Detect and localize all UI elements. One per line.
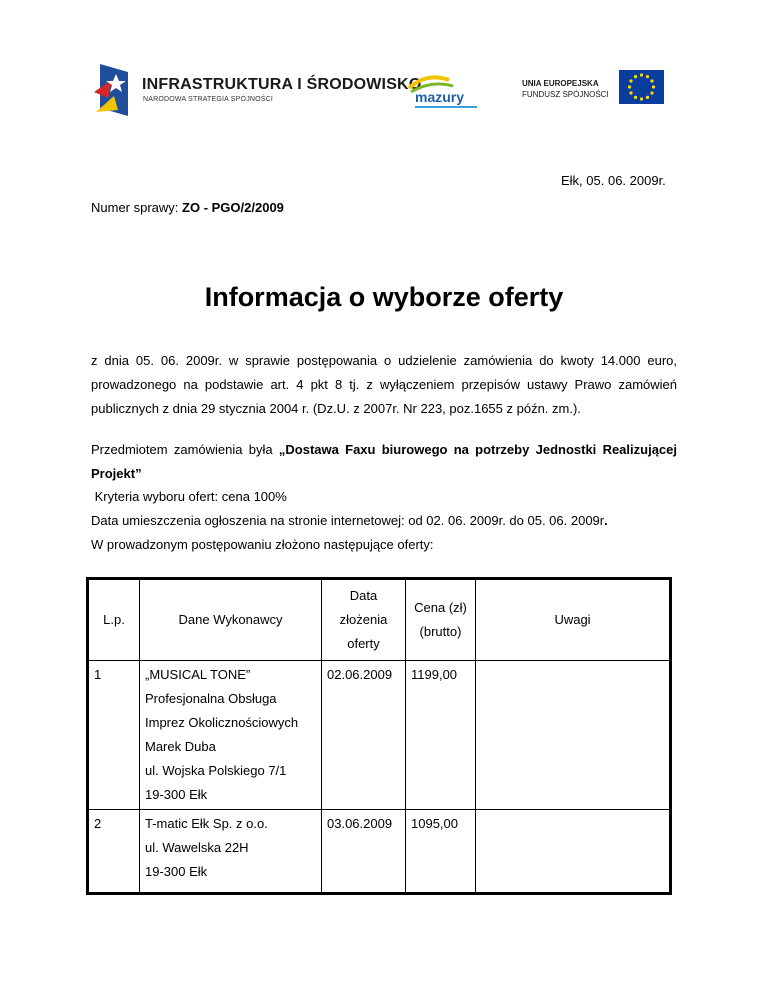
header-notes: Uwagi: [476, 579, 671, 661]
row-contractor: [140, 810, 322, 894]
header-date: [322, 579, 406, 661]
logo-bar: [0, 60, 768, 120]
row-notes: [476, 810, 671, 894]
contractor-line: 19-300 Ełk: [145, 864, 208, 879]
contractor-line: Profesjonalna Obsługa: [145, 691, 277, 706]
subject-paragraph: [91, 438, 677, 486]
header-price-line-1: Cena (zł): [414, 600, 467, 615]
contractor-line: Imprez Okolicznościowych: [145, 715, 299, 730]
offers-table: [86, 577, 672, 895]
subject-prefix: Przedmiotem zamówienia była: [91, 442, 279, 457]
row-price: 1199,00: [406, 661, 476, 810]
publication-dot: .: [604, 513, 608, 528]
row-lp: 1: [88, 661, 140, 810]
infrastruktura-emblem-icon: [92, 62, 136, 118]
contractor-line: T-matic Ełk Sp. z o.o.: [145, 816, 268, 831]
infrastruktura-subtitle: NARODOWA STRATEGIA SPÓJNOŚCI: [143, 96, 274, 103]
criteria-line: Kryteria wyboru ofert: cena 100%: [91, 489, 287, 504]
header-date-line-3: oferty: [347, 636, 380, 651]
table-header-row: [88, 579, 671, 661]
row-lp: 2: [88, 810, 140, 894]
subject-title: „Dostawa Faxu biurowego na potrzeby Jednostki Realizującej Projekt”: [91, 442, 677, 481]
contractor-line: 19-300 Ełk: [145, 787, 208, 802]
infrastruktura-title: INFRASTRUKTURA I ŚRODOWISKO: [142, 76, 422, 93]
header-date-line-2: złożenia: [339, 612, 388, 627]
eu-line-2: FUNDUSZ SPÓJNOŚCI: [522, 90, 609, 99]
contractor-line: Marek Duba: [145, 739, 216, 754]
eu-logo: [522, 70, 664, 112]
mazury-wordmark: mazury: [415, 89, 465, 105]
publication-line: [91, 509, 677, 533]
document-date: Ełk, 05. 06. 2009r.: [561, 173, 666, 188]
eu-flag-icon: [619, 70, 664, 104]
publication-text: Data umieszczenia ogłoszenia na stronie internetowej: od 02. 06. 2009r. do 05. 06. 2009r: [91, 513, 605, 528]
header-contractor: Dane Wykonawcy: [140, 579, 322, 661]
case-number-value: ZO - PGO/2/2009: [182, 200, 284, 215]
case-number-line: [91, 200, 284, 215]
header-date-line-1: Data: [349, 588, 378, 603]
header-price: [406, 579, 476, 661]
contractor-line: „MUSICAL TONE”: [145, 667, 251, 682]
eu-line-1: UNIA EUROPEJSKA: [522, 79, 599, 88]
row-price: 1095,00: [406, 810, 476, 894]
row-notes: [476, 661, 671, 810]
mazury-emblem-icon: [405, 70, 485, 112]
mazury-logo: [405, 70, 485, 112]
table-row: [88, 661, 671, 810]
row-date: 03.06.2009: [322, 810, 406, 894]
case-number-label: Numer sprawy:: [91, 200, 183, 215]
eu-text: [522, 78, 609, 100]
row-contractor: [140, 661, 322, 810]
row-date: 02.06.2009: [322, 661, 406, 810]
intro-paragraph: z dnia 05. 06. 2009r. w sprawie postępowania o udzielenie zamówienia do kwoty 14.000 euro, prowadzonego na podstawie art. 4 pkt 8 tj. z wyłączeniem przepisów ustawy Prawo zamówień publicznych z dnia 29 stycznia 2004 r. (Dz.U. z 2007r. Nr 223, poz.1655 z późn. zm.).: [91, 353, 677, 416]
contractor-line: ul. Wojska Polskiego 7/1: [145, 763, 287, 778]
table-row: [88, 810, 671, 894]
document-title: Informacja o wyborze oferty: [204, 282, 564, 312]
header-price-line-2: (brutto): [419, 624, 462, 639]
offers-intro-line: W prowadzonym postępowaniu złożono następujące oferty:: [91, 537, 434, 552]
infrastruktura-logo: [92, 62, 422, 118]
contractor-line: ul. Wawelska 22H: [145, 840, 249, 855]
header-lp: L.p.: [88, 579, 140, 661]
